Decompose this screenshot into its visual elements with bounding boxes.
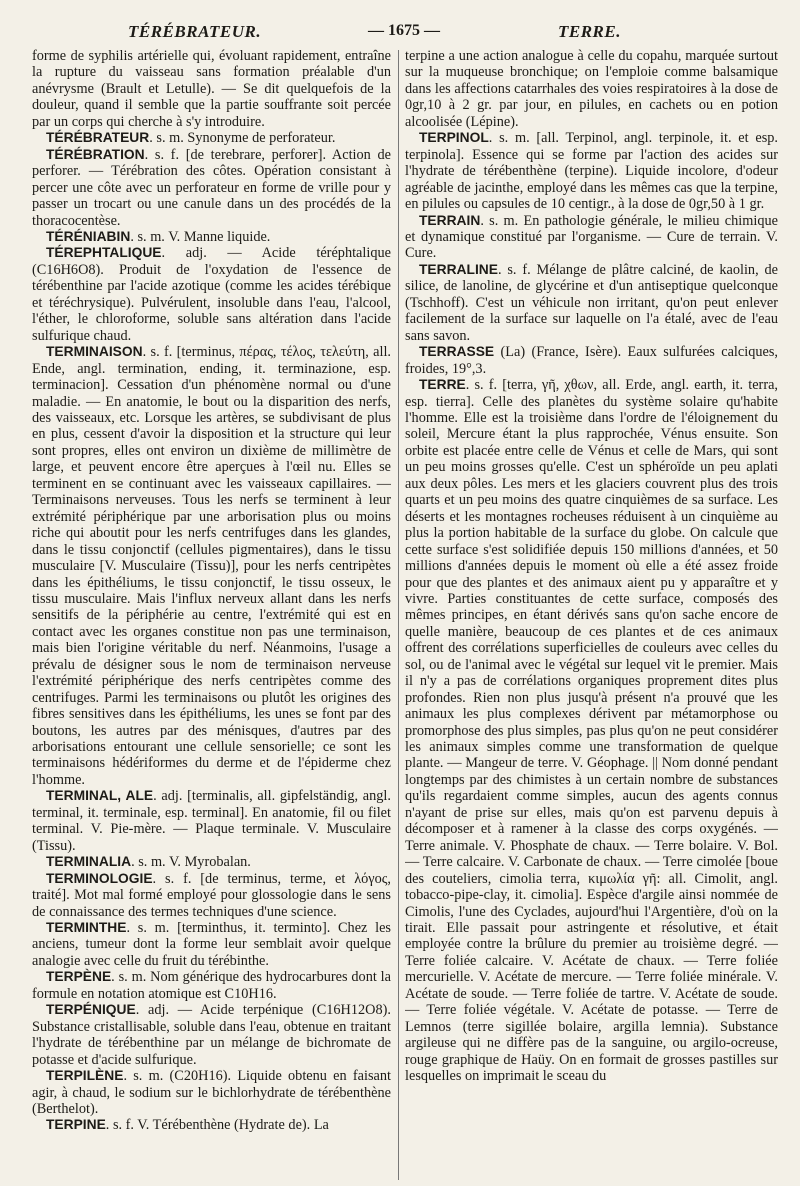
- entry-headword: TERRAIN: [419, 212, 481, 228]
- entry-headword: TERRASSE: [419, 344, 495, 360]
- left-column: [32, 48, 391, 1180]
- dictionary-entry: [32, 245, 391, 344]
- entry-headword: TERMINOLOGIE: [46, 870, 153, 886]
- right-column: [405, 48, 778, 1180]
- entry-definition: . s. f. [terra, γῆ, χθων, all. Erde, angl. earth, it. terra, esp. tierra]. Celle des planètes du système solaire qu'habite l'homme. Elle est la troisième dans l'ordre de l'éloignement du soleil, Mercure étant la plus rapprochée, Vénus ensuite. Son orbite est placée entre celle de Vénus et celle de Mars, qui sont un peu moins grosses qu'elle. C'est un sphéroïde un peu aplati aux deux pôles. Les mers et les glaciers couvrent plus des trois quarts et un peu moins des quatre cinquièmes de sa surface. Les déserts et les montagnes rocheuses réduisent à un cinquième au plus la portion habitable de la surface du globe. On calcule que cette surface s'est solidifiée depuis 150 millions d'années, et 50 millions d'années depuis le moment où elle a été assez froide pour que des plantes et des animaux aient pu y apparaître et y vivre. Parties constituantes de cette surface, composés des mêmes principes, en étant dérivés sans qu'on sache encore de quelle manière, beaucoup de ces plantes et de ces animaux offrent des corrélations superficielles de couleurs avec celles du sol, ou de l'animal avec le végétal sur lequel vit le premier. Mais il n'y a pas de corrélations organiques proprement dites plus profondes. Rien non plus jusqu'à présent n'a prouvé que les animaux les plus complexes dérivent par métamorphose ou promorphose des plus simples, pas plus qu'on ne peut considérer les animaux simples comme une transformation de quelque plante. — Mangeur de terre. V. Géophage. || Nom donné pendant longtemps par des chimistes à un certain nombre de substances qu'ils regardaient comme simples, aucun des agents connus n'ayant de prise sur elles, mais qu'on est parvenu depuis à décomposer et à ramener à la classe des corps oxygénés. — Terre animale. V. Phosphate de chaux. — Terre bolaire. V. Bol. — Terre calcaire. V. Carbonate de chaux. — Terre cimolée [boue des couteliers, cimolia terra, κιμωλία γῆ: all. Cimolit, angl. tobacco-pipe-clay, it. cimolia]. Espèce d'argile ainsi nommée de Cimolis, l'une des Cyclades, aujourd'hui l'Argentière, d'où on la tirait. Elle passait pour astringente et résolutive, et était employée contre la brûlure du premier au troisième degré. — Terre foliée calcaire. V. Acétate de chaux. — Terre foliée mercurielle. V. Acétate de mercure. — Terre foliée minérale. V. Acétate de soude. — Terre foliée de tartre. V. Acétate de soude. — Terre foliée végétale. V. Acétate de potasse. — Terre de Lemnos (terre sigillée bolaire, argilla lemnia). Substance argileuse qui ne diffère pas de la sanguine, ou argilo-ocreuse, rouge graphique de Haüy. On en formait de grosses pastilles sur lesquelles on imprimait le sceau du: [405, 377, 778, 1085]
- page-number: — 1675 —: [368, 22, 440, 39]
- entry-definition: . s. m. En pathologie générale, le milieu chimique et dynamique constitué par l'organisme. — Cure de terrain. V. Cure.: [405, 212, 778, 262]
- entry-headword: TERPILÈNE: [46, 1068, 124, 1084]
- page-header: [28, 20, 776, 46]
- entry-headword: TERMINAISON: [46, 344, 143, 360]
- entry-definition: . adj. — Acide terpénique (C16H12O8). Substance cristallisable, soluble dans l'eau, obtenue en traitant l'hydrate de térébenthine par un mélange de bichromate de potasse et d'acide sulfurique.: [32, 1002, 391, 1068]
- entry-headword: TERPINE: [46, 1117, 106, 1133]
- entry-definition: . adj. — Acide téréphtalique (C16H6O8). Produit de l'oxydation de l'essence de térébenthine par l'acide azotique (comme les acides térébique et téréchrysique). Pulvérulent, insoluble dans l'eau, l'alcool, l'éther, le chloroforme, soluble sans altération dans l'acide sulfurique chaud.: [32, 245, 391, 344]
- dictionary-entry: [32, 920, 391, 969]
- entry-definition: . s. m. Synonyme de perforateur.: [149, 130, 336, 147]
- entry-headword: TERMINAL, ALE: [46, 788, 154, 804]
- dictionary-entry: [32, 344, 391, 788]
- dictionary-entry: [405, 213, 778, 262]
- dictionary-entry: [32, 1068, 391, 1117]
- entry-definition: (La) (France, Isère). Eaux sulfurées calciques, froides, 19°,3.: [405, 344, 778, 377]
- entry-definition: . s. f. [de terebrare, perforer]. Action de perforer. — Térébration des côtes. Opération consistant à percer une côte avec un perforateur en forme de vrille pour y passer un trocart ou une canule dans un des procédés de la thoracocentèse.: [32, 146, 391, 229]
- entry-headword: TERPÉNIQUE: [46, 1002, 136, 1018]
- entry-definition: . s. m. [all. Terpinol, angl. terpinole, it. et esp. terpinola]. Essence qui se forme par l'action des acides sur l'hydrate de térébenthène (terpine). Liquide incolore, d'odeur agréable de jacinthe, employé dans les mêmes cas que la terpine, en pilules ou capsules de 10 centigr., à la dose de 0gr,50 à 1 gr.: [405, 130, 778, 213]
- dictionary-entry: [32, 1117, 391, 1133]
- entry-definition: . s. m. V. Myrobalan.: [131, 854, 251, 871]
- entry-definition: . s. m. Nom générique des hydrocarbures dont la formule en notation atomique est C10H16.: [32, 969, 391, 1002]
- entry-headword: TERPÈNE: [46, 969, 112, 985]
- entry-headword: TÉRÉBRATION: [46, 146, 145, 162]
- entry-definition: . s. f. V. Térébenthène (Hydrate de). La: [105, 1117, 329, 1134]
- dictionary-entry: [32, 1002, 391, 1068]
- entry-headword: TERMINALIA: [46, 854, 132, 870]
- entry-definition: . adj. [terminalis, all. gipfelständig, angl. terminal, it. terminale, esp. terminal]. En anatomie, fil ou filet terminal. V. Pie-mère. — Plaque terminale. V. Musculaire (Tissu).: [32, 788, 391, 854]
- dictionary-entry: [32, 229, 391, 245]
- dictionary-entry: [405, 377, 778, 1084]
- dictionary-entry: [32, 788, 391, 854]
- entry-headword: TÉREPHTALIQUE: [46, 245, 162, 261]
- entry-headword: TERRE: [419, 377, 466, 393]
- entry-definition: . s. m. (C20H16). Liquide obtenu en faisant agir, à chaud, le sodium sur le bichlorhydrate de térébenthène (Berthelot).: [32, 1068, 391, 1117]
- entry-headword: TERRALINE: [419, 261, 498, 277]
- entry-definition: . s. m. V. Manne liquide.: [130, 228, 271, 245]
- entry-definition: . s. m. [terminthus, it. terminto]. Chez les anciens, tumeur dont la forme leur semblait avoir quelque analogie avec celle du fruit du térébinthe.: [32, 920, 391, 969]
- entry-definition: . s. f. [terminus, πέρας, τέλος, τελεύτη, all. Ende, angl. termination, ending, it. terminazione, esp. terminacion]. Cessation d'un phénomène normal ou d'une maladie. — En anatomie, le bout ou la disparition des nerfs, des vaisseaux, etc. Lorsque les artères, se subdivisant de plus en plus, cessent d'avoir la disposition et la structure qui leur sont propres, elles ont environ un dixième de millimètre de large, et peuvent encore être aperçues à l'œil nu. Elles se terminent en se continuant avec les vaisseaux capillaires. — Terminaisons nerveuses. Tous les nerfs se terminent à leur extrémité périphérique par une arborisation plus ou moins riche qui aboutit pour les nerfs centrifuges dans les glandes, dans le tissu conjonctif (cellules pigmentaires), dans le tissu musculaire [V. Musculaire (Tissu)], pour les nerfs centripètes dans les épithéliums, le tissu conjonctif, le tissu osseux, le tissu musculaire. Mais l'influx nerveux allant dans les nerfs sensitifs de la périphérie au centre, l'extrémité qui est en contact avec les organes constitue non pas une terminaison, mais bien l'origine véritable du nerf. Néanmoins, l'usage a prévalu de désigner sous le nom de terminaison nerveuse l'extrémité périphérique des nerfs centripètes comme des centrifuges. Parmi les terminaisons ou plutôt les origines des fibres sensitives dans les épithéliums, les unes se font par des boutons, les autres par des ménisques, d'autres par des arborisations entourant une cellule sensorielle; ce sont les terminaisons hédériformes du derme et de l'épiderme chez l'homme.: [32, 344, 391, 788]
- dictionary-entry: [405, 130, 778, 212]
- entry-headword: TERMINTHE: [46, 920, 127, 936]
- dictionary-entry: [405, 48, 778, 130]
- entry-headword: TERPINOL: [419, 130, 489, 146]
- dictionary-entry: [32, 969, 391, 1002]
- entry-definition: terpine a une action analogue à celle du copahu, marquée surtout sur la muqueuse bronchique; on l'emploie comme balsamique dans les affections catarrhales des voies respiratoires à la dose de 0gr,10 à 2 gr. par jour, en pilules, en cachets ou en potion alcoolisée (Lépine).: [405, 48, 778, 130]
- dictionary-entry: [32, 871, 391, 920]
- running-head-right: TERRE.: [558, 22, 621, 41]
- dictionary-entry: [32, 48, 391, 130]
- dictionary-entry: [405, 262, 778, 344]
- entry-definition: forme de syphilis artérielle qui, évoluant rapidement, entraîne la rupture du vaisseau sans formation préalable d'un anévrysme (Brault et Letulle). — Se dit quelquefois de la douleur, quand il semble que la partie souffrante soit percée par un corps qui cherche à s'y introduire.: [32, 48, 391, 130]
- entry-definition: . s. f. Mélange de plâtre calciné, de kaolin, de silice, de lanoline, de glycérine et d'un antiseptique quelconque (Tschhoff). C'est un véhicule non irritant, qu'on peut enlever facilement de la surface sur laquelle on l'a étalé, avec de l'eau sans savon.: [405, 261, 778, 344]
- entry-headword: TÉRÉBRATEUR: [46, 130, 150, 146]
- dictionary-entry: [32, 130, 391, 146]
- dictionary-entry: [405, 344, 778, 377]
- running-head-left: TÉRÉBRATEUR.: [128, 22, 262, 41]
- dictionary-entry: [32, 147, 391, 229]
- column-divider: [398, 50, 399, 1180]
- entry-headword: TÉRÉNIABIN: [46, 228, 131, 244]
- dictionary-entry: [32, 854, 391, 870]
- entry-definition: . s. f. [de terminus, terme, et λόγος, traité]. Mot mal formé employé pour glossologie dans le sens de connaissance des termes techniques d'une science.: [32, 870, 391, 920]
